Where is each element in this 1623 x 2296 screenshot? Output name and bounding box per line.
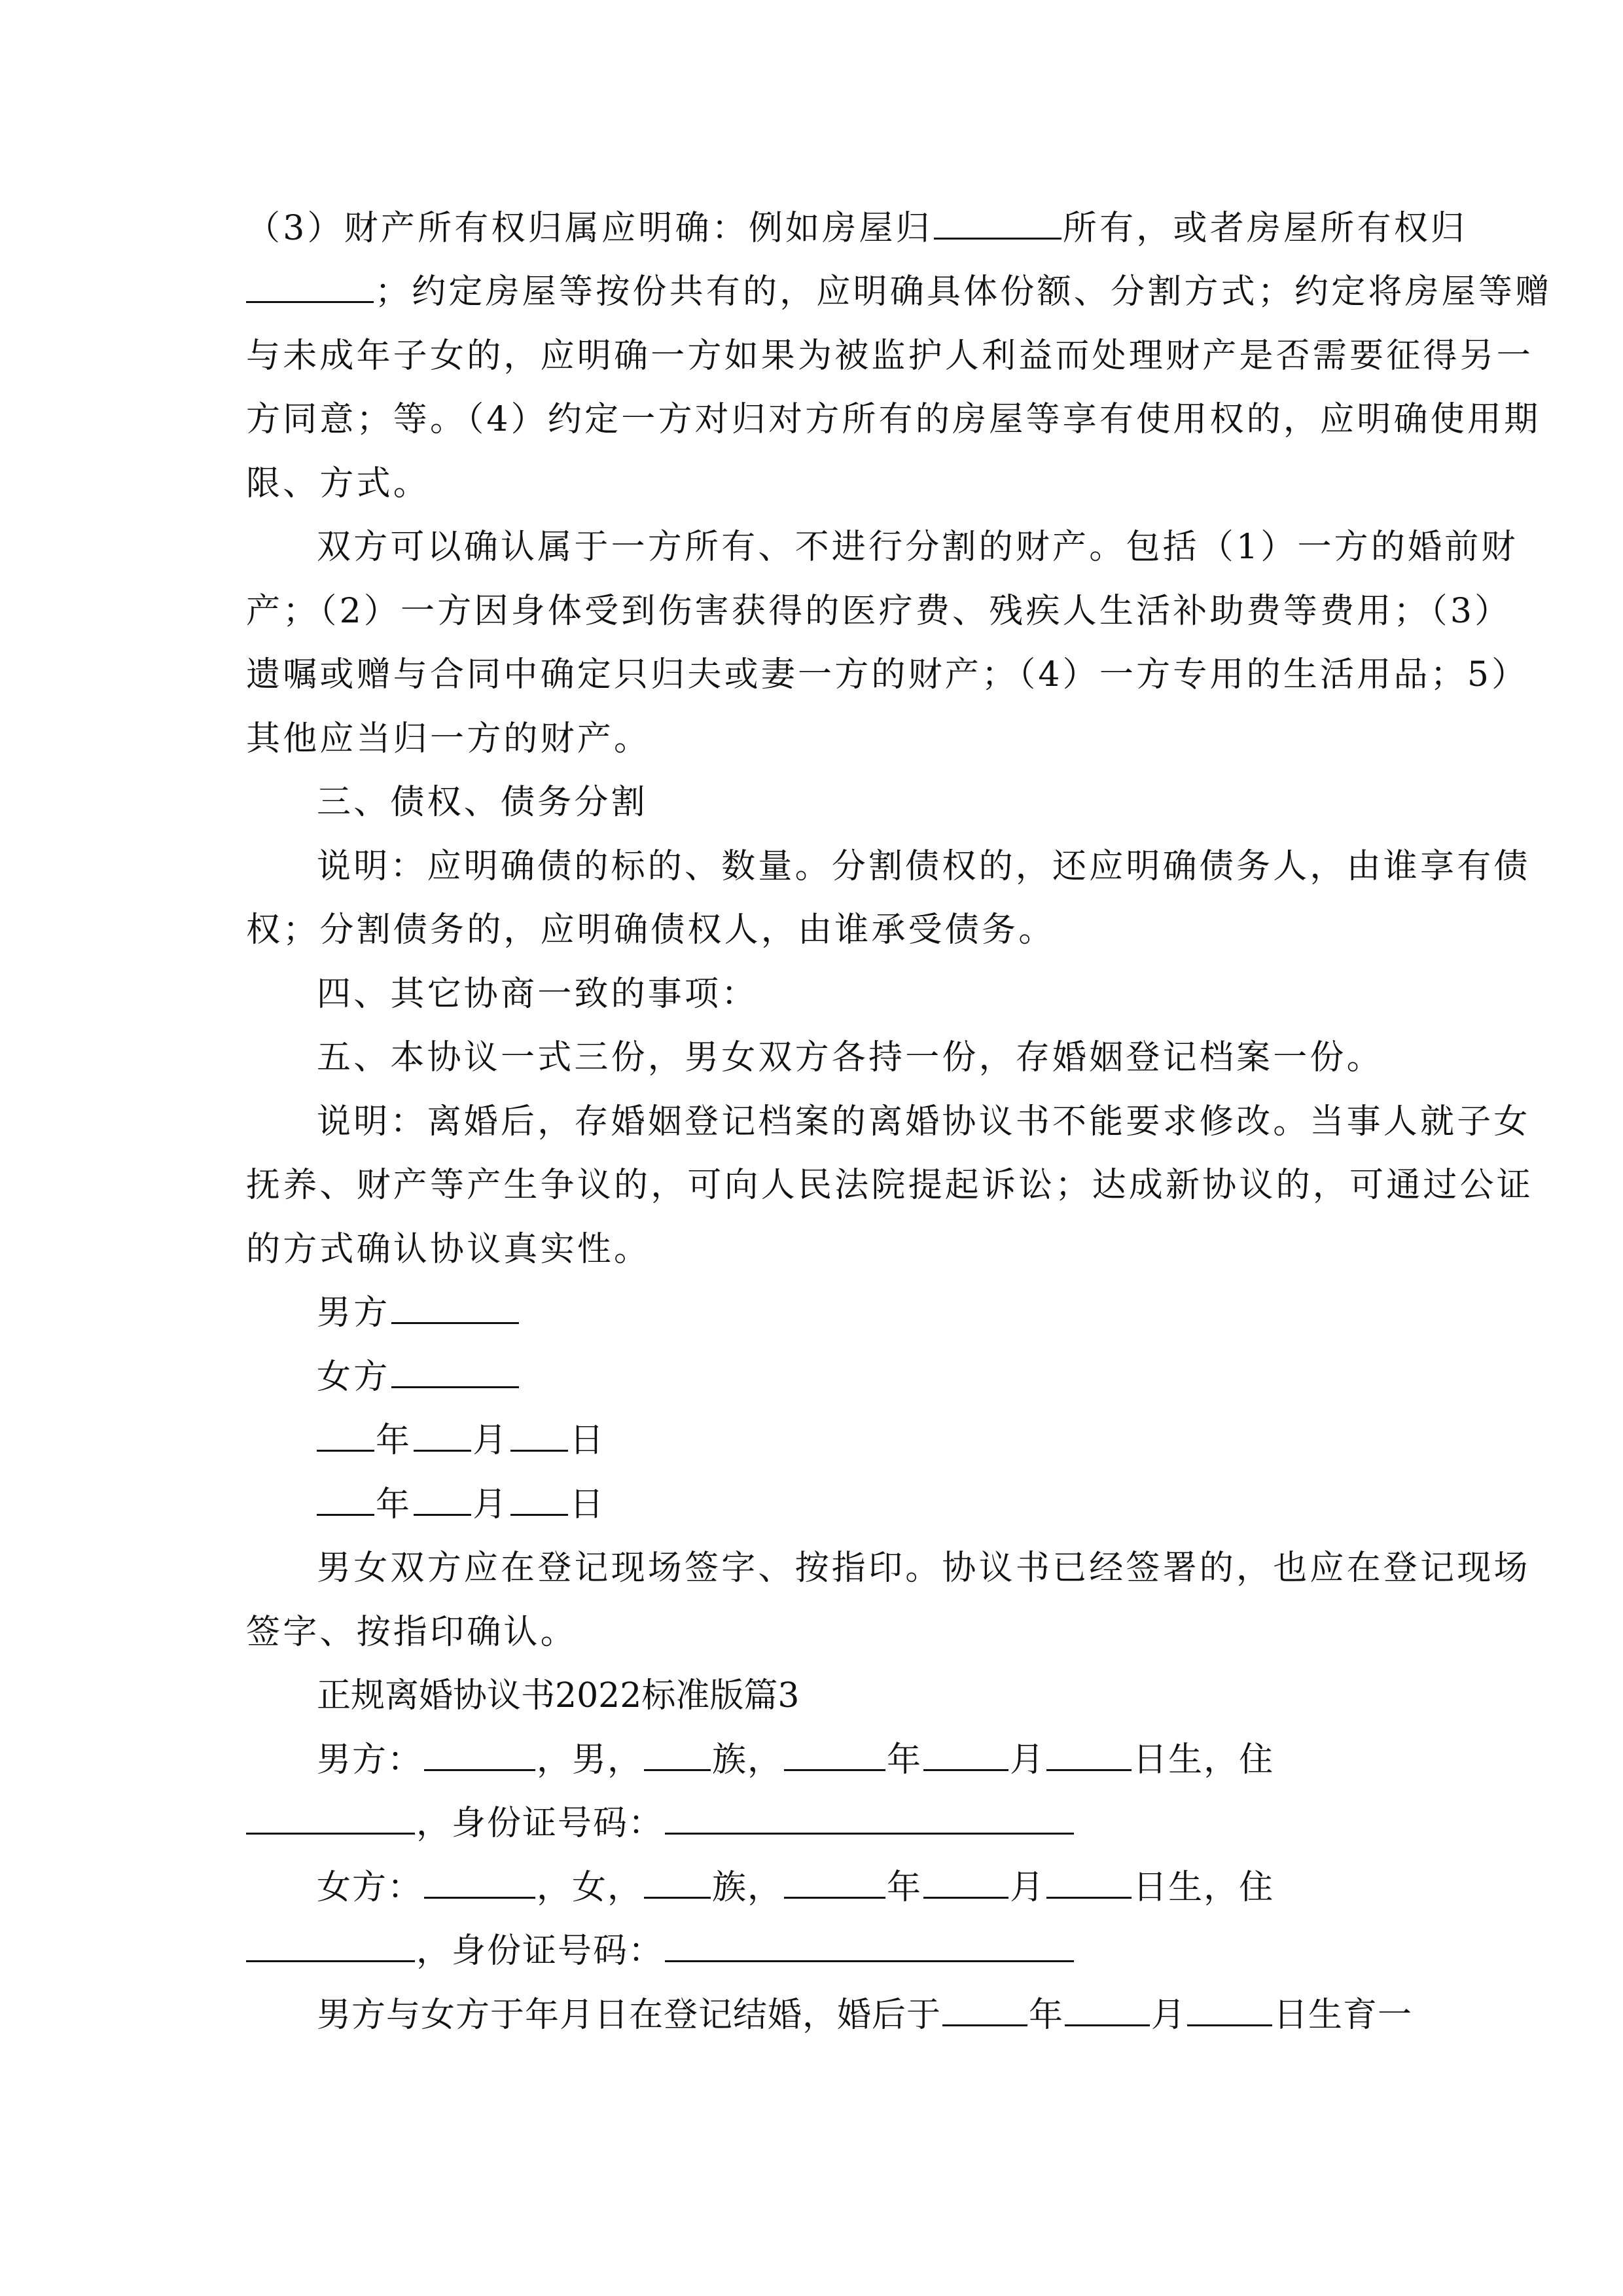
text-line: 抚养、财产等产生争议的，可向人民法院提起诉讼；达成新协议的，可通过公证	[246, 1166, 1534, 1205]
id-label: ，身份证号码：	[416, 1804, 664, 1843]
date-blank-day	[510, 1409, 568, 1452]
date-line	[317, 1473, 1385, 1537]
text-segment: 所有，或者房屋所有权归	[1062, 209, 1468, 248]
blank-field	[246, 260, 374, 303]
child-birth-month-blank	[1065, 1984, 1150, 2026]
signature-label: 女方	[317, 1357, 391, 1397]
birth-year-blank	[784, 1856, 885, 1899]
id-number-blank	[665, 1792, 1074, 1835]
text-segment: （3）财产所有权归属应明确：例如房屋归	[246, 209, 933, 248]
paragraph-first-line: 双方可以确认属于一方所有、不进行分割的财产。包括（1）一方的婚前财	[317, 528, 1518, 567]
male-address-line	[246, 1792, 1385, 1856]
child-birth-year-blank	[942, 1984, 1027, 2026]
text-line: 产；（2）一方因身体受到伤害获得的医疗费、残疾人生活补助费等费用；（3）	[246, 592, 1512, 631]
marriage-tail: 日生育一	[1274, 1996, 1413, 2035]
section-heading: 三、债权、债务分割	[317, 783, 648, 822]
date-blank-month	[414, 1473, 471, 1516]
date-line	[317, 1409, 1385, 1473]
address-blank	[246, 1920, 415, 1962]
year-label: 年	[887, 1740, 923, 1780]
month-label: 月	[1010, 1868, 1046, 1907]
date-month-label: 月	[473, 1485, 510, 1524]
paragraph-first-line: 男女双方应在登记现场签字、按指印。协议书已经签署的，也应在登记现场	[317, 1549, 1531, 1588]
ethnic-blank	[644, 1729, 711, 1771]
female-address-line	[246, 1920, 1385, 1983]
signature-line-female	[317, 1346, 1385, 1409]
text-line: 其他应当归一方的财产。	[246, 719, 651, 759]
section-title: 正规离婚协议书2022标准版篇3	[317, 1676, 800, 1715]
male-label: 男方：	[317, 1740, 423, 1780]
month-label: 月	[1151, 1996, 1186, 2035]
male-info-line	[317, 1729, 1385, 1792]
male-name-blank	[424, 1729, 535, 1771]
date-year-label: 年	[376, 1485, 413, 1524]
birth-year-blank	[784, 1729, 885, 1771]
ethnic-blank	[644, 1856, 711, 1899]
address-blank	[246, 1792, 415, 1835]
section-heading: 五、本协议一式三份，男女双方各持一份，存婚姻登记档案一份。	[317, 1038, 1383, 1077]
text-line: 与未成年子女的，应明确一方如果为被监护人利益而处理财产是否需要征得另一	[246, 336, 1534, 376]
female-label: 女方：	[317, 1868, 423, 1907]
date-blank-year	[317, 1409, 374, 1452]
sex-label: ，男，	[537, 1740, 643, 1780]
text-line	[246, 197, 1468, 260]
marriage-line	[317, 1984, 1413, 2047]
paragraph-first-line: 说明：应明确债的标的、数量。分割债权的，还应明确债务人，由谁享有债	[317, 847, 1531, 886]
date-blank-day	[510, 1473, 568, 1516]
text-line: 签字、按指印确认。	[246, 1613, 577, 1652]
ethnic-label: 族，	[712, 1740, 783, 1780]
signature-label: 男方	[317, 1293, 391, 1333]
id-number-blank	[665, 1920, 1074, 1962]
signature-blank	[391, 1282, 519, 1324]
female-name-blank	[424, 1856, 535, 1899]
date-day-label: 日	[569, 1421, 607, 1460]
marriage-text: 男方与女方于年月日在登记结婚，婚后于	[317, 1996, 942, 2035]
year-label: 年	[1029, 1996, 1064, 2035]
date-year-label: 年	[376, 1421, 413, 1460]
text-line: 限、方式。	[246, 464, 431, 503]
year-label: 年	[887, 1868, 923, 1907]
month-label: 月	[1010, 1740, 1046, 1780]
date-blank-year	[317, 1473, 374, 1516]
blank-field	[934, 197, 1061, 240]
text-line: 的方式确认协议真实性。	[246, 1230, 651, 1269]
date-day-label: 日	[569, 1485, 607, 1524]
text-line	[246, 260, 1552, 324]
ethnic-label: 族，	[712, 1868, 783, 1907]
text-line: 方同意；等。（4）约定一方对归对方所有的房屋等享有使用权的，应明确使用期	[246, 400, 1541, 439]
text-line: 遗嘱或赠与合同中确定只归夫或妻一方的财产；（4）一方专用的生活用品；5）	[246, 655, 1529, 694]
birth-day-blank	[1046, 1729, 1132, 1771]
birth-tail: 日生，住	[1133, 1868, 1275, 1907]
signature-line-male	[317, 1282, 1385, 1345]
sex-label: ，女，	[537, 1868, 643, 1907]
text-segment: ；约定房屋等按份共有的，应明确具体份额、分割方式；约定将房屋等赠	[375, 272, 1552, 312]
female-info-line	[317, 1856, 1385, 1920]
signature-blank	[391, 1346, 519, 1388]
date-blank-month	[414, 1409, 471, 1452]
birth-month-blank	[923, 1729, 1008, 1771]
birth-month-blank	[923, 1856, 1008, 1899]
birth-day-blank	[1046, 1856, 1132, 1899]
child-birth-day-blank	[1187, 1984, 1272, 2026]
section-heading: 四、其它协商一致的事项：	[317, 975, 758, 1014]
paragraph-first-line: 说明：离婚后，存婚姻登记档案的离婚协议书不能要求修改。当事人就子女	[317, 1102, 1531, 1141]
text-line: 权；分割债务的，应明确债权人，由谁承受债务。	[246, 910, 1056, 950]
date-month-label: 月	[473, 1421, 510, 1460]
birth-tail: 日生，住	[1133, 1740, 1275, 1780]
id-label: ，身份证号码：	[416, 1931, 664, 1971]
